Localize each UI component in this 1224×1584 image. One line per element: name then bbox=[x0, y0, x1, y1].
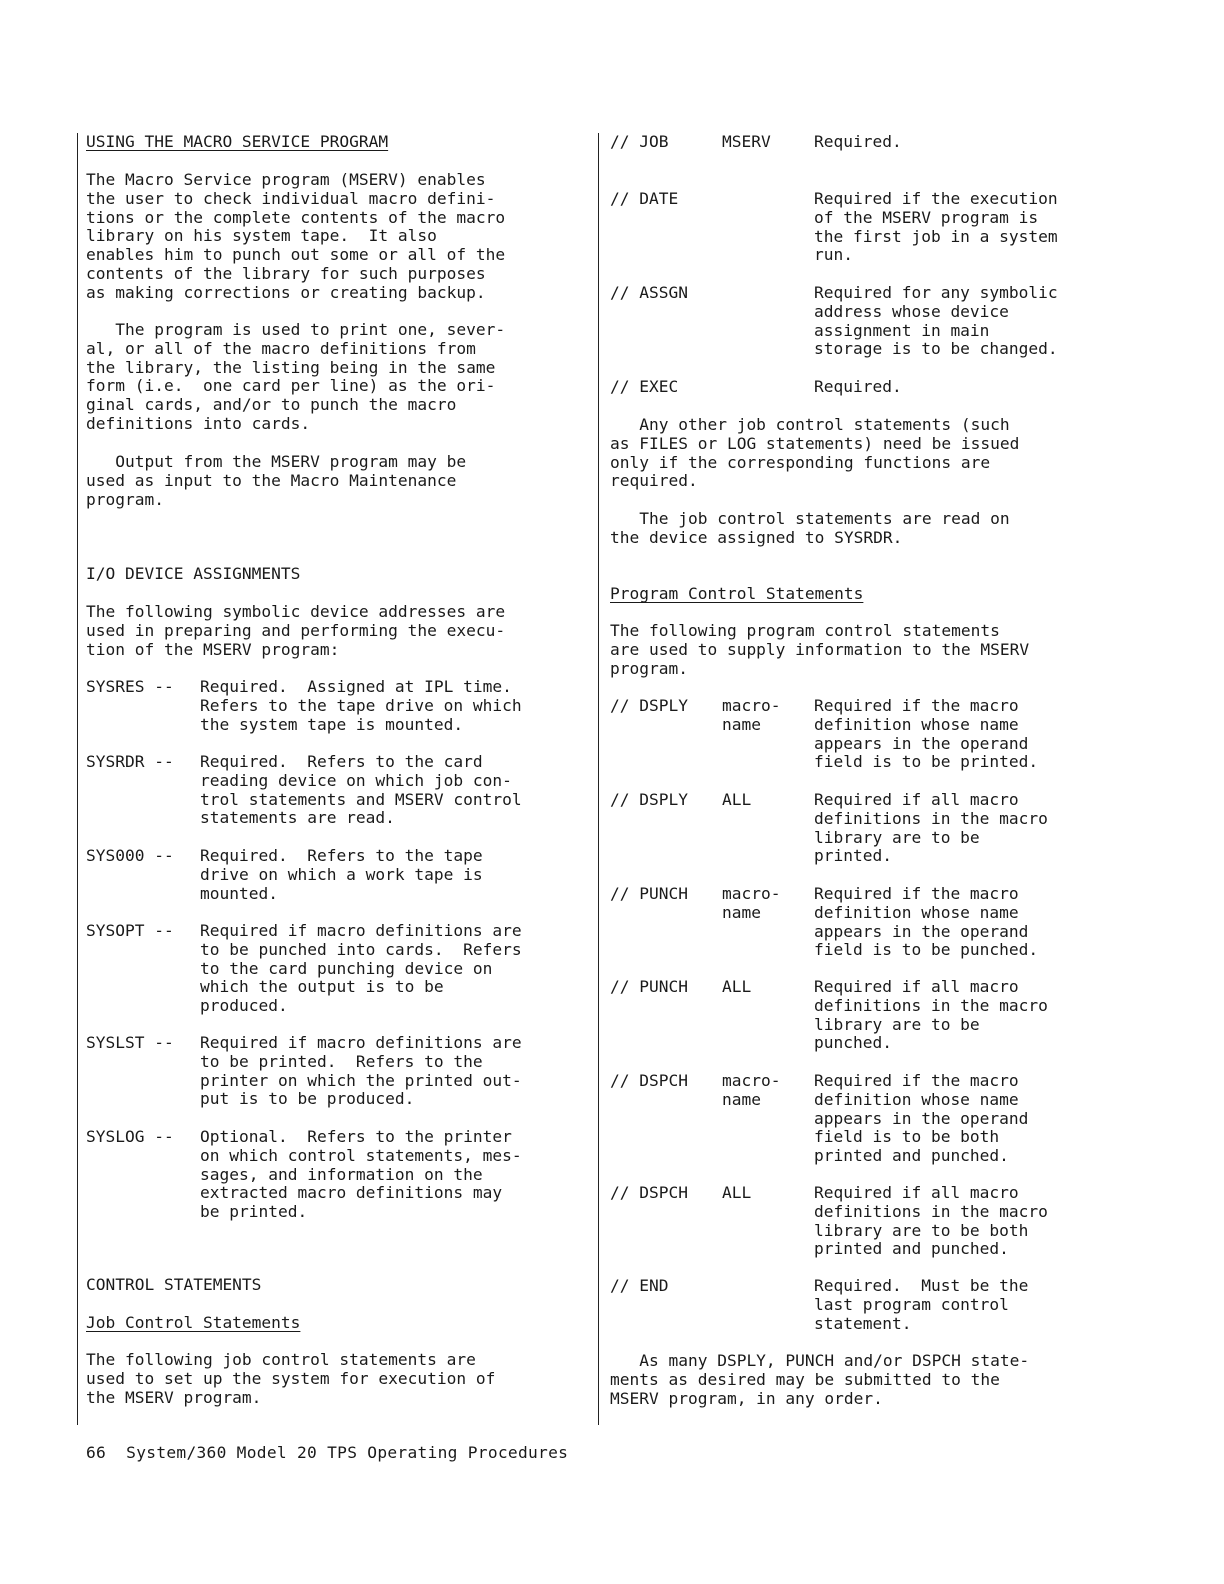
statement-description: Required for any symbolic address whose device assignment in main storage is to be changed. bbox=[814, 283, 1058, 359]
statement-name: // END bbox=[610, 1276, 669, 1295]
statement-operand: ALL bbox=[722, 977, 752, 996]
statement-operand: macro- name bbox=[722, 884, 781, 922]
device-name: SYSRES -- bbox=[86, 677, 174, 696]
page-footer: 66 System/360 Model 20 TPS Operating Procedures bbox=[86, 1443, 569, 1462]
io-device-heading: I/O DEVICE ASSIGNMENTS bbox=[86, 564, 301, 583]
intro-paragraph-2: The program is used to print one, sever- al, or all of the macro definitions from the library, the listing being in the same form (i.e. one card per line) as the ori- ginal cards, and/or to punch the macro definitions into cards. bbox=[86, 320, 506, 433]
statement-operand: ALL bbox=[722, 790, 752, 809]
statement-description: Required if the macro definition whose name appears in the operand field is to be printed. bbox=[814, 696, 1039, 772]
statement-description: Required if all macro definitions in the macro library are to be punched. bbox=[814, 977, 1048, 1053]
statement-description: Required. Must be the last program control statement. bbox=[814, 1276, 1029, 1333]
device-description: Required. Assigned at IPL time. Refers to the tape drive on which the system tape is mounted. bbox=[200, 677, 522, 734]
device-name: SYSLOG -- bbox=[86, 1127, 174, 1146]
read-device-paragraph: The job control statements are read on the device assigned to SYSRDR. bbox=[610, 509, 1010, 547]
statement-description: Required if all macro definitions in the macro library are to be printed. bbox=[814, 790, 1048, 866]
statement-operand: macro- name bbox=[722, 696, 781, 734]
statement-description: Required if the execution of the MSERV program is the first job in a system run. bbox=[814, 189, 1058, 265]
device-name: SYSRDR -- bbox=[86, 752, 174, 771]
device-description: Required if macro definitions are to be printed. Refers to the printer on which the printed out- put is to be produced. bbox=[200, 1033, 522, 1109]
left-margin-rule bbox=[77, 133, 78, 1425]
statement-name: // DSPCH bbox=[610, 1183, 688, 1202]
statement-name: // EXEC bbox=[610, 377, 679, 396]
column-divider-rule bbox=[598, 133, 599, 1425]
section-title: USING THE MACRO SERVICE PROGRAM bbox=[86, 132, 389, 151]
statement-description: Required. bbox=[814, 132, 902, 151]
statement-operand: ALL bbox=[722, 1183, 752, 1202]
statement-name: // PUNCH bbox=[610, 884, 688, 903]
statement-name: // ASSGN bbox=[610, 283, 688, 302]
control-statements-heading: CONTROL STATEMENTS bbox=[86, 1275, 262, 1294]
device-description: Required if macro definitions are to be punched into cards. Refers to the card punching device on which the output is to be produced. bbox=[200, 921, 522, 1016]
device-description: Required. Refers to the card reading device on which job con- trol statements and MSERV control statements are read. bbox=[200, 752, 522, 828]
device-name: SYSOPT -- bbox=[86, 921, 174, 940]
statement-name: // JOB bbox=[610, 132, 669, 151]
intro-paragraph-3: Output from the MSERV program may be used as input to the Macro Maintenance program. bbox=[86, 452, 467, 509]
statement-name: // DSPCH bbox=[610, 1071, 688, 1090]
intro-paragraph-1: The Macro Service program (MSERV) enables the user to check individual macro defini- tions or the complete contents of the macro library on his system tape. It also enables him to punch out some or all of the contents of the library for such purposes as making corrections or creating backup. bbox=[86, 170, 506, 302]
statement-name: // DATE bbox=[610, 189, 679, 208]
program-control-intro: The following program control statements are used to supply information to the MSERV program. bbox=[610, 621, 1030, 678]
device-description: Optional. Refers to the printer on which control statements, mes- sages, and information on the extracted macro definitions may be printed. bbox=[200, 1127, 522, 1222]
job-control-subheading: Job Control Statements bbox=[86, 1313, 301, 1332]
program-control-subheading: Program Control Statements bbox=[610, 584, 864, 603]
statement-name: // PUNCH bbox=[610, 977, 688, 996]
statement-name: // DSPLY bbox=[610, 696, 688, 715]
statement-name: // DSPLY bbox=[610, 790, 688, 809]
io-device-intro: The following symbolic device addresses are used in preparing and performing the execu- tion of the MSERV program: bbox=[86, 602, 506, 659]
statement-operand: MSERV bbox=[722, 132, 771, 151]
statement-operand: macro- name bbox=[722, 1071, 781, 1109]
other-job-paragraph: Any other job control statements (such as FILES or LOG statements) need be issued only if the corresponding functions are required. bbox=[610, 415, 1020, 491]
closing-paragraph: As many DSPLY, PUNCH and/or DSPCH state- ments as desired may be submitted to the MSERV program, in any order. bbox=[610, 1351, 1030, 1408]
statement-description: Required if the macro definition whose name appears in the operand field is to be both printed and punched. bbox=[814, 1071, 1029, 1166]
statement-description: Required. bbox=[814, 377, 902, 396]
device-name: SYSLST -- bbox=[86, 1033, 174, 1052]
device-name: SYS000 -- bbox=[86, 846, 174, 865]
job-control-intro: The following job control statements are used to set up the system for execution of the MSERV program. bbox=[86, 1350, 496, 1407]
device-description: Required. Refers to the tape drive on which a work tape is mounted. bbox=[200, 846, 483, 903]
statement-description: Required if all macro definitions in the macro library are to be both printed and punched. bbox=[814, 1183, 1048, 1259]
statement-description: Required if the macro definition whose name appears in the operand field is to be punched. bbox=[814, 884, 1039, 960]
